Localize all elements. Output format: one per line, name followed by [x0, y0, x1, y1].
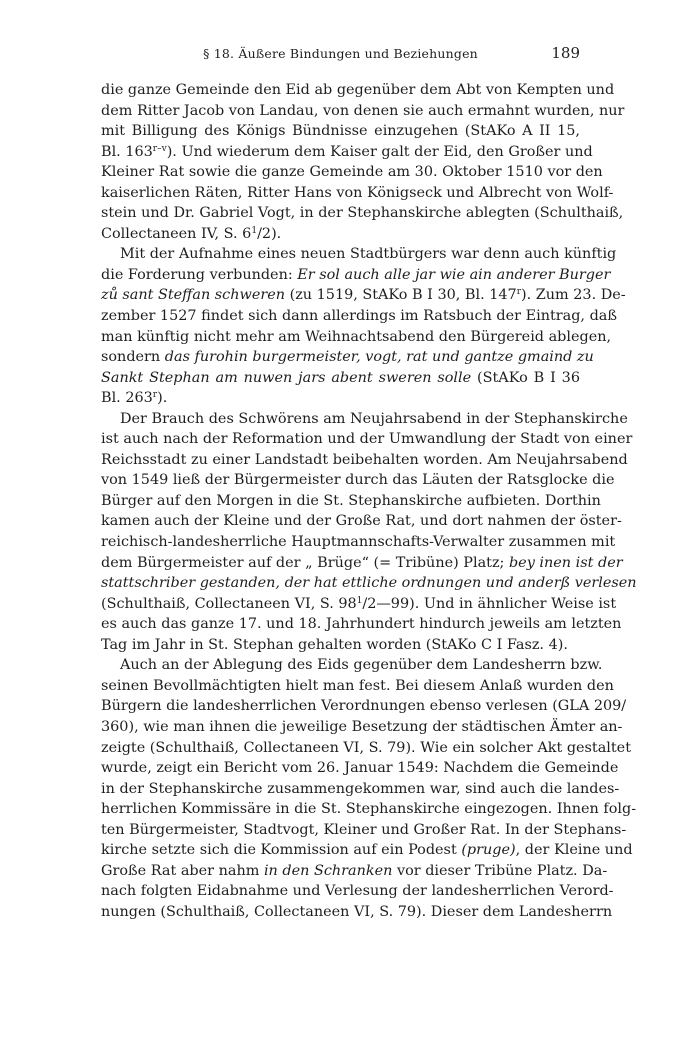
text-line	[101, 511, 622, 532]
text-run: dem Ritter Jacob von Landau, von denen sie auch ermahnt wurden, nur	[101, 102, 625, 119]
text-line	[101, 717, 623, 738]
superscript: 1	[251, 225, 258, 236]
superscript: 1	[356, 595, 363, 606]
text-run: vor dieser Tribüne Platz. Da-	[392, 862, 608, 879]
text-run: Reichsstadt zu einer Landstadt beibehalten worden. Am Neujahrsabend	[101, 451, 628, 468]
text-line	[101, 779, 620, 800]
text-run: Bl. 163	[101, 143, 153, 160]
text-line	[101, 244, 617, 265]
text-run: reichisch-landesherrliche Hauptmannschafts-Verwalter zusammen mit	[101, 534, 616, 551]
paragraph	[101, 655, 637, 922]
text-line	[101, 429, 633, 450]
text-run: mit Billigung des Königs Bündnisse einzugehen (StAKo A II 15,	[101, 123, 580, 140]
text-run: ten Bürgermeister, Stadtvogt, Kleiner und Großer Rat. In der Stephans-	[101, 821, 627, 838]
text-run: stein und Dr. Gabriel Vogt, in der Stephanskirche ablegten (Schulthaiß,	[101, 205, 624, 222]
text-line	[101, 409, 628, 430]
text-line	[101, 635, 580, 656]
text-run: nungen (Schulthaiß, Collectaneen VI, S. 79). Dieser dem Landesherrn	[101, 903, 613, 920]
text-line	[101, 142, 593, 163]
text-line	[101, 902, 613, 923]
text-run: Bürgern die landesherrlichen Verordnungen ebenso verlesen (GLA 209/	[101, 698, 627, 715]
text-run: nach folgten Eidabnahme und Verlesung der landesherrlichen Verord-	[101, 883, 614, 900]
text-line	[101, 101, 625, 122]
text-line	[101, 696, 627, 717]
text-run: kaiserlichen Räten, Ritter Hans von Königseck und Albrecht von Wolf-	[101, 184, 614, 201]
superscript: r	[516, 287, 522, 298]
text-run: zember 1527 findet sich dann allerdings im Ratsbuch der Eintrag, daß	[101, 308, 617, 325]
text-run: 360), wie man ihnen die jeweilige Besetzung der städtischen Ämter an-	[101, 718, 623, 735]
text-run: von 1549 ließ der Bürgermeister durch das Läuten der Ratsglocke die	[101, 472, 615, 489]
text-run: zeigte (Schulthaiß, Collectaneen VI, S. 79). Wie ein solcher Akt gestaltet	[101, 739, 631, 756]
text-run: wurde, zeigt ein Bericht vom 26. Januar 1549: Nachdem die Gemeinde	[101, 760, 619, 777]
superscript: r	[152, 390, 158, 401]
text-line	[101, 265, 611, 286]
text-line	[101, 799, 637, 820]
text-run: Tag im Jahr in St. Stephan gehalten worden (StAKo C I Fasz. 4).	[101, 636, 568, 653]
paragraph	[101, 409, 637, 656]
page-number: 189	[551, 44, 580, 62]
text-line	[101, 840, 633, 861]
text-run: ).	[157, 390, 168, 407]
text-line	[101, 594, 617, 615]
italic-quote: zů sant Steffan schweren	[101, 287, 286, 304]
text-line	[101, 655, 603, 676]
text-run: /2).	[257, 225, 282, 242]
text-line	[101, 553, 623, 574]
page-body	[101, 80, 637, 922]
text-run: ist auch nach der Reformation und der Umwandlung der Stadt von einer	[101, 431, 633, 448]
paragraph	[101, 244, 626, 408]
text-line	[101, 183, 614, 204]
text-run: Große Rat aber nahm	[101, 862, 264, 879]
text-run: (StAKo B I 36	[471, 369, 580, 386]
italic-quote: das furohin burgermeister, vogt, rat und gantze gmaind zu	[164, 349, 594, 366]
text-line	[101, 121, 580, 142]
text-run: Der Brauch des Schwörens am Neujahrsabend in der Stephanskirche	[120, 410, 628, 427]
text-run: in der Stephanskirche zusammengekommen war, sind auch die landes-	[101, 780, 620, 797]
italic-quote: stattschriber gestanden, der hat ettliche ordnungen und anderß verlesen	[101, 575, 637, 592]
text-line	[101, 532, 616, 553]
text-run: Bl. 263	[101, 390, 153, 407]
text-run: /2—99). Und in ähnlicher Weise ist	[362, 595, 617, 612]
paragraph	[101, 80, 625, 244]
text-run: es auch das ganze 17. und 18. Jahrhundert hindurch jeweils am letzten	[101, 616, 622, 633]
running-title: § 18. Äußere Bindungen und Beziehungen	[203, 46, 478, 61]
text-run: dem Bürgermeister auf der „ Brüge“ (= Tribüne) Platz;	[101, 554, 509, 571]
page-header	[101, 46, 580, 66]
superscript: r–v	[152, 143, 167, 154]
italic-quote: Er sol auch alle jar wie ain anderer Burger	[297, 266, 611, 283]
text-run: Auch an der Ablegung des Eids gegenüber dem Landesherrn bzw.	[120, 657, 603, 674]
text-line	[101, 285, 626, 306]
text-run: ). Zum 23. De-	[521, 287, 626, 304]
text-run: (Schulthaiß, Collectaneen VI, S. 98	[101, 595, 357, 612]
text-run: herrlichen Kommissäre in die St. Stephanskirche eingezogen. Ihnen folg-	[101, 801, 637, 818]
text-line	[101, 203, 624, 224]
text-line	[101, 162, 603, 183]
text-line	[101, 820, 627, 841]
text-run: , der Kleine und	[515, 842, 633, 859]
text-line	[101, 491, 601, 512]
italic-quote: Sankt Stephan am nuwen jars abent sweren solle	[101, 369, 472, 386]
text-line	[101, 470, 615, 491]
text-line	[101, 80, 615, 101]
text-run: kirche setzte sich die Kommission auf ein Podest	[101, 842, 462, 859]
text-line	[101, 306, 617, 327]
text-run: (zu 1519, StAKo B I 30, Bl. 147	[285, 287, 517, 304]
text-run: kamen auch der Kleine und der Große Rat, und dort nahmen der öster-	[101, 513, 622, 530]
text-line	[101, 861, 608, 882]
text-run: sondern	[101, 349, 165, 366]
text-run: ). Und wiederum dem Kaiser galt der Eid, den Großer und	[166, 143, 593, 160]
text-line	[101, 327, 612, 348]
text-line	[101, 573, 637, 594]
text-line	[101, 224, 580, 245]
italic-quote: in den Schranken	[263, 862, 393, 879]
text-line	[101, 738, 631, 759]
text-line	[101, 614, 622, 635]
text-run: man künftig nicht mehr am Weihnachtsabend den Bürgereid ablegen,	[101, 328, 612, 345]
text-run: Kleiner Rat sowie die ganze Gemeinde am 30. Oktober 1510 vor den	[101, 164, 603, 181]
text-run: Collectaneen IV, S. 6	[101, 225, 252, 242]
text-run: seinen Bevollmächtigten hielt man fest. Bei diesem Anlaß wurden den	[101, 677, 614, 694]
text-run: Bürger auf den Morgen in die St. Stephanskirche aufbieten. Dorthin	[101, 492, 601, 509]
italic-quote: bey inen ist der	[508, 554, 623, 571]
italic-quote: (pruge)	[461, 842, 516, 859]
text-line	[101, 388, 580, 409]
text-line	[101, 676, 614, 697]
text-line	[101, 758, 619, 779]
text-line	[101, 347, 594, 368]
text-run: die ganze Gemeinde den Eid ab gegenüber dem Abt von Kempten und	[101, 82, 615, 98]
text-run: Mit der Aufnahme eines neuen Stadtbürgers war denn auch künftig	[120, 246, 617, 263]
text-line	[101, 881, 614, 902]
text-line	[101, 450, 628, 471]
text-run: die Forderung verbunden:	[101, 266, 298, 283]
text-line	[101, 368, 580, 389]
